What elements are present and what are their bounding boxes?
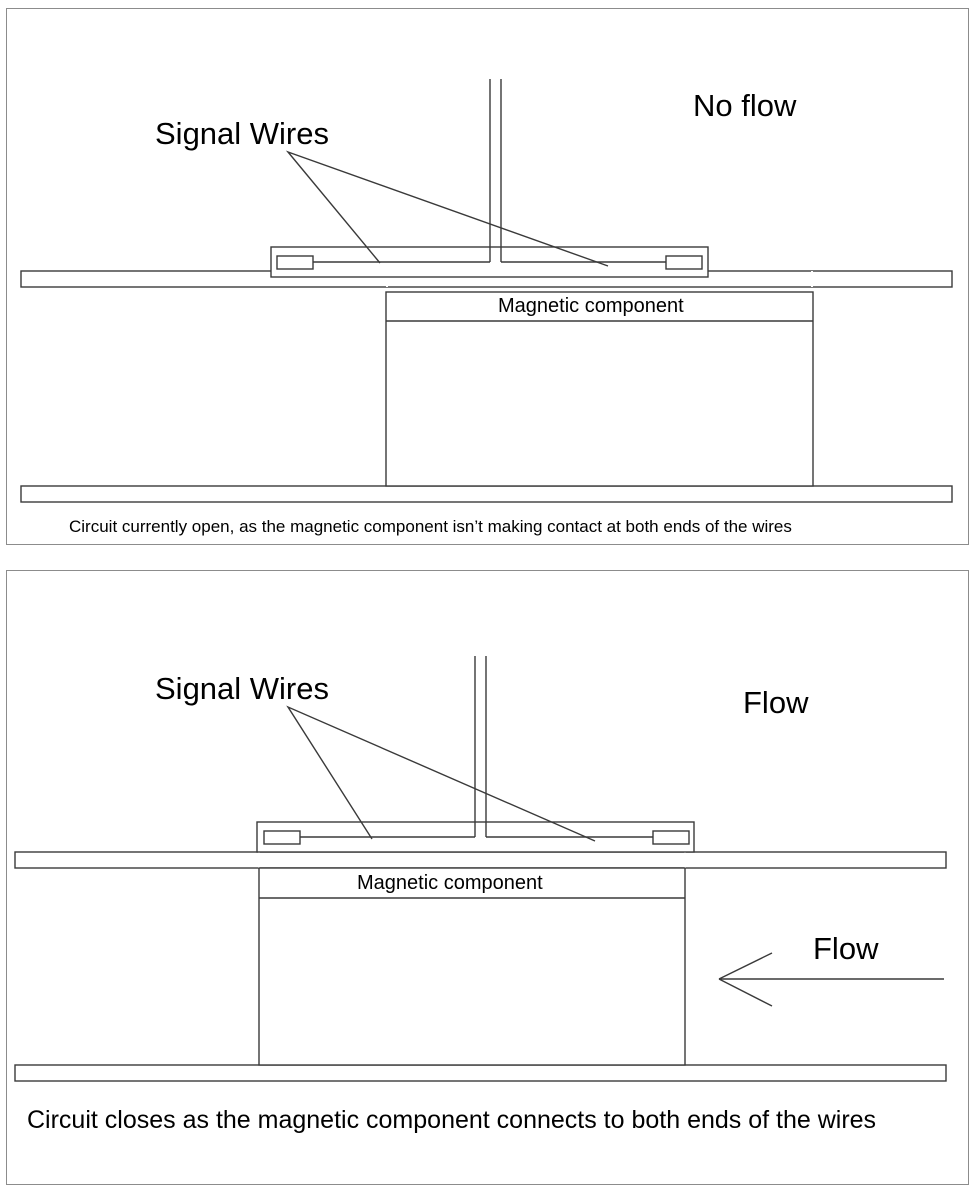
flow-state-label: No flow [693, 88, 797, 123]
right-contact-pad [653, 831, 689, 844]
flow-arrow-label: Flow [813, 931, 879, 966]
flow-arrow-head-lower [719, 979, 772, 1006]
left-contact-pad [277, 256, 313, 269]
panel-caption: Circuit currently open, as the magnetic component isn’t making contact at both ends of the wires [69, 517, 792, 536]
lower-pipe-wall [21, 486, 952, 502]
left-contact-pad [264, 831, 300, 844]
flow-panel [6, 570, 969, 1185]
no-flow-diagram [7, 9, 968, 544]
signal-wires-leader [288, 707, 595, 841]
lower-pipe-wall [15, 1065, 946, 1081]
no-flow-panel [6, 8, 969, 545]
magnetic-component-label: Magnetic component [498, 295, 684, 317]
magnetic-component-label: Magnetic component [357, 872, 543, 894]
flow-arrow-head-upper [719, 953, 772, 979]
right-contact-pad [666, 256, 702, 269]
flow-state-label: Flow [743, 685, 809, 720]
signal-wires-label: Signal Wires [155, 671, 329, 706]
panel-caption: Circuit closes as the magnetic component connects to both ends of the wires [27, 1106, 877, 1134]
upper-pipe-wall [15, 852, 946, 868]
signal-wires-label: Signal Wires [155, 116, 329, 151]
